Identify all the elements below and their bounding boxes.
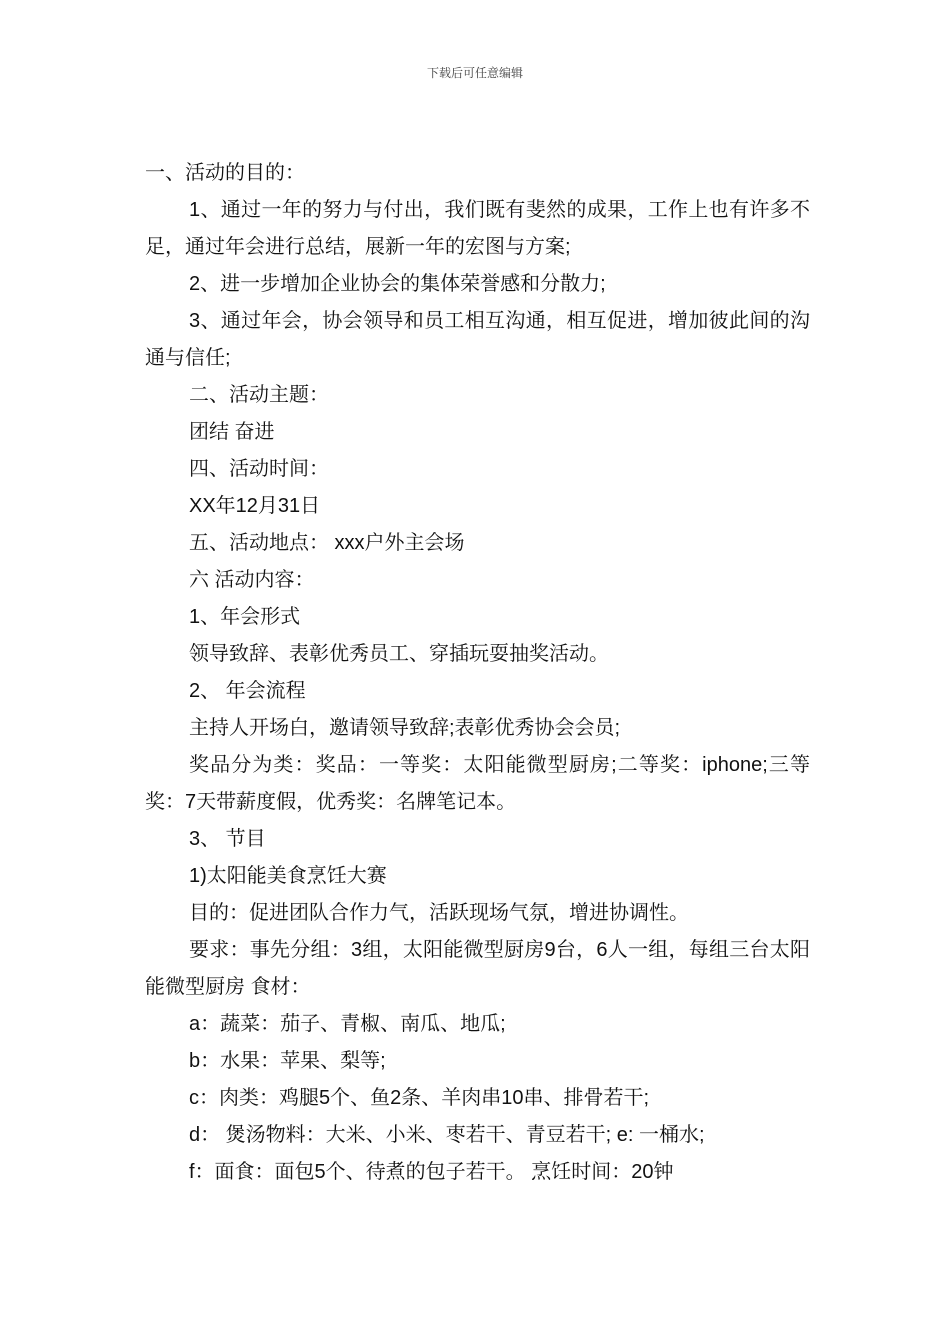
paragraph: 3、通过年会，协会领导和员工相互沟通，相互促进，增加彼此间的沟通与信任; (145, 310, 810, 369)
paragraph: 目的：促进团队合作力气，活跃现场气氛，增进协调性。 (189, 902, 689, 924)
paragraph: 1)太阳能美食烹饪大赛 (189, 865, 387, 887)
paragraph: 二、活动主题： (189, 384, 329, 406)
document-body (145, 155, 810, 1191)
paragraph: 六 活动内容： (189, 569, 315, 591)
paragraph: XX年12月31日 (189, 495, 321, 517)
paragraph: 1、年会形式 (189, 606, 301, 628)
paragraph: 要求：事先分组：3组，太阳能微型厨房9台，6人一组，每组三台太阳能微型厨房 食材： (145, 939, 810, 998)
page-header-note: 下载后可任意编辑 (426, 66, 523, 80)
paragraph: 四、活动时间： (189, 458, 329, 480)
paragraph: 2、 年会流程 (189, 680, 306, 702)
paragraph: 2、进一步增加企业协会的集体荣誉感和分散力; (189, 273, 606, 295)
paragraph: 1、通过一年的努力与付出，我们既有斐然的成果，工作上也有许多不足，通过年会进行总结，展新一年的宏图与方案; (145, 199, 810, 258)
paragraph: f：面食：面包5个、待煮的包子若干。 烹饪时间：20钟 (189, 1161, 674, 1183)
paragraph: 一、活动的目的： (145, 162, 305, 184)
paragraph: d： 煲汤物料：大米、小米、枣若干、青豆若干; e: 一桶水; (189, 1124, 705, 1146)
paragraph: 五、活动地点： xxx户外主会场 (189, 532, 465, 554)
paragraph: 领导致辞、表彰优秀员工、穿插玩耍抽奖活动。 (189, 643, 609, 665)
paragraph: 团结 奋进 (189, 421, 275, 443)
paragraph: 主持人开场白，邀请领导致辞;表彰优秀协会会员; (189, 717, 621, 739)
paragraph: 奖品分为类：奖品：一等奖：太阳能微型厨房;二等奖：iphone;三等奖：7天带薪度假，优秀奖：名牌笔记本。 (145, 754, 810, 813)
paragraph: 3、 节目 (189, 828, 266, 850)
paragraph: c：肉类：鸡腿5个、鱼2条、羊肉串10串、排骨若干; (189, 1087, 650, 1109)
paragraph: b：水果：苹果、梨等; (189, 1050, 386, 1072)
paragraph: a：蔬菜：茄子、青椒、南瓜、地瓜; (189, 1013, 506, 1035)
